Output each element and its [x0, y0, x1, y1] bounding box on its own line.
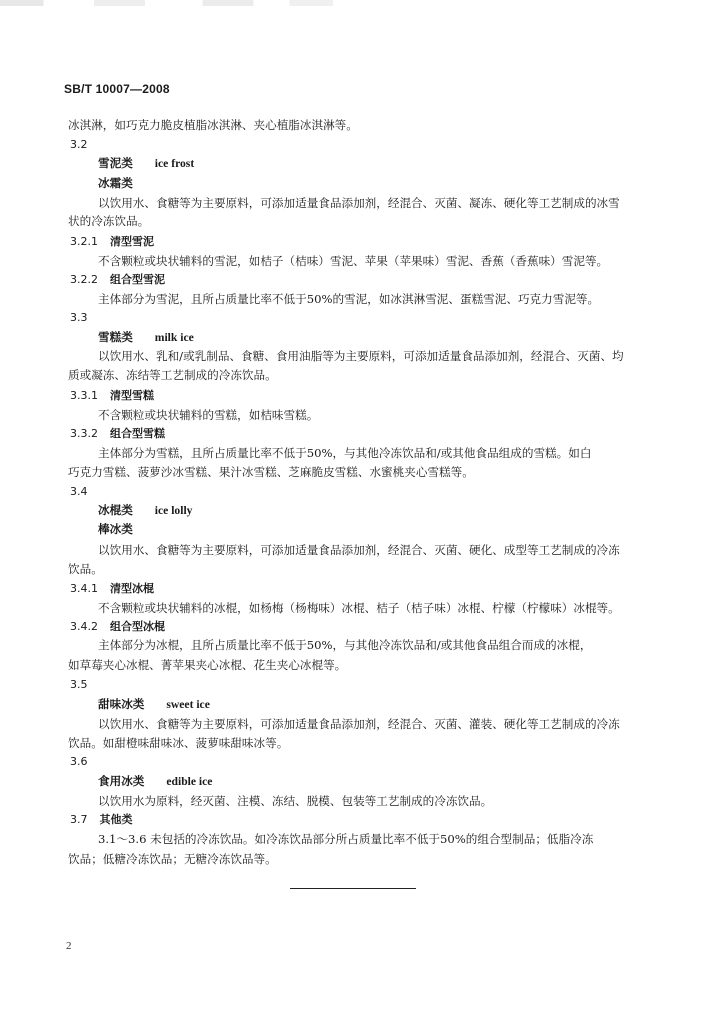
term-en: edible ice: [166, 775, 213, 788]
text-line: 不含颗粒或块状辅料的雪糕，如桔味雪糕。: [98, 408, 319, 422]
subsection-heading: [70, 582, 154, 596]
subsection-heading: [70, 389, 154, 403]
term-zh: 冰棍类: [98, 503, 133, 517]
term-heading: [98, 697, 210, 712]
standard-code-header: SB/T 10007—2008: [64, 82, 170, 96]
subsection-title: 清型雪糕: [110, 389, 154, 402]
subsection-number: 3.3.1: [70, 389, 98, 402]
subsection-title: 组合型雪泥: [110, 273, 165, 286]
text-line: 主体部分为雪泥，且所占质量比率不低于50%的雪泥，如冰淇淋雪泥、蛋糕雪泥、巧克力雪泥等。: [98, 292, 600, 306]
text-line: 不含颗粒或块状辅料的冰棍，如杨梅（杨梅味）冰棍、桔子（桔子味）冰棍、柠檬（柠檬味）冰棍等。: [98, 601, 620, 615]
subsection-heading: [70, 813, 133, 827]
end-of-text-rule: [290, 888, 416, 889]
text-line: 冰淇淋，如巧克力脆皮植脂冰淇淋、夹心植脂冰淇淋等。: [68, 118, 358, 132]
term-heading: [98, 156, 194, 171]
term-synonym: 冰霜类: [98, 176, 133, 190]
text-line: 以饮用水为原料，经灭菌、注模、冻结、脱模、包装等工艺制成的冷冻饮品。: [98, 794, 493, 808]
section-number: 3.6: [70, 755, 88, 768]
text-line: 以饮用水、食糖等为主要原料，可添加适量食品添加剂，经混合、灭菌、硬化、成型等工艺制成的冷冻: [98, 543, 620, 557]
subsection-number: 3.3.2: [70, 427, 98, 440]
subsection-heading: [70, 427, 165, 441]
subsection-title: 清型冰棍: [110, 582, 154, 595]
subsection-heading: [70, 620, 165, 634]
term-en: sweet ice: [166, 698, 210, 711]
section-number: 3.5: [70, 678, 88, 691]
text-line: 质或凝冻、冻结等工艺制成的冷冻饮品。: [68, 368, 277, 382]
scan-artifact-bar: [0, 0, 724, 6]
term-zh: 雪泥类: [98, 156, 133, 170]
subsection-number: 3.4.1: [70, 582, 98, 595]
subsection-heading: [70, 235, 154, 249]
term-zh: 雪糕类: [98, 330, 133, 344]
section-number: 3.2: [70, 138, 88, 151]
subsection-title: 组合型冰棍: [110, 620, 165, 633]
term-heading: [98, 774, 212, 789]
term-heading: [98, 330, 194, 345]
term-en: ice lolly: [154, 504, 193, 517]
subsection-heading: [70, 273, 165, 287]
text-line: 3.1～3.6 未包括的冷冻饮品。如冷冻饮品部分所占质量比率不低于50%的组合型制品；低脂冷冻: [98, 832, 594, 846]
text-line: 如草莓夹心冰棍、菁苹果夹心冰棍、花生夹心冰棍等。: [68, 658, 347, 672]
page-number: 2: [66, 940, 72, 952]
section-number: 3.4: [70, 485, 88, 498]
text-line: 主体部分为雪糕，且所占质量比率不低于50%，与其他冷冻饮品和/或其他食品组成的雪糕。如白: [98, 446, 592, 460]
text-line: 状的冷冻饮品。: [68, 214, 150, 228]
text-line: 以饮用水、乳和/或乳制品、食糖、食用油脂等为主要原料，可添加适量食品添加剂，经混合、灭菌、均: [98, 349, 624, 363]
text-line: 饮品。如甜橙味甜味冰、菠萝味甜味冰等。: [68, 736, 289, 750]
term-en: milk ice: [154, 331, 194, 344]
text-line: 主体部分为冰棍，且所占质量比率不低于50%，与其他冷冻饮品和/或其他食品组合而成的冰棍，: [98, 638, 592, 652]
term-en: ice frost: [154, 157, 195, 170]
subsection-number: 3.2.2: [70, 273, 98, 286]
text-line: 以饮用水、食糖等为主要原料，可添加适量食品添加剂，经混合、灭菌、凝冻、硬化等工艺制成的冰雪: [98, 196, 620, 210]
term-zh: 甜味冰类: [98, 697, 145, 711]
text-line: 巧克力雪糕、菠萝沙冰雪糕、果汁冰雪糕、芝麻脆皮雪糕、水蜜桃夹心雪糕等。: [68, 465, 474, 479]
text-line: 饮品；低糖冷冻饮品；无糖冷冻饮品等。: [68, 852, 277, 866]
subsection-title: 清型雪泥: [110, 235, 154, 248]
section-number: 3.3: [70, 311, 88, 324]
subsection-number: 3.7: [70, 813, 88, 826]
subsection-number: 3.4.2: [70, 620, 98, 633]
subsection-title: 其他类: [99, 813, 133, 826]
subsection-title: 组合型雪糕: [110, 427, 165, 440]
text-line: 以饮用水、食糖等为主要原料，可添加适量食品添加剂，经混合、灭菌、灌装、硬化等工艺制成的冷冻: [98, 717, 620, 731]
text-line: 不含颗粒或块状辅料的雪泥，如桔子（桔味）雪泥、苹果（苹果味）雪泥、香蕉（香蕉味）雪泥等。: [98, 254, 609, 268]
term-synonym: 棒冰类: [98, 522, 133, 536]
term-heading: [98, 503, 192, 518]
text-line: 饮品。: [68, 562, 103, 576]
subsection-number: 3.2.1: [70, 235, 98, 248]
term-zh: 食用冰类: [98, 774, 145, 788]
